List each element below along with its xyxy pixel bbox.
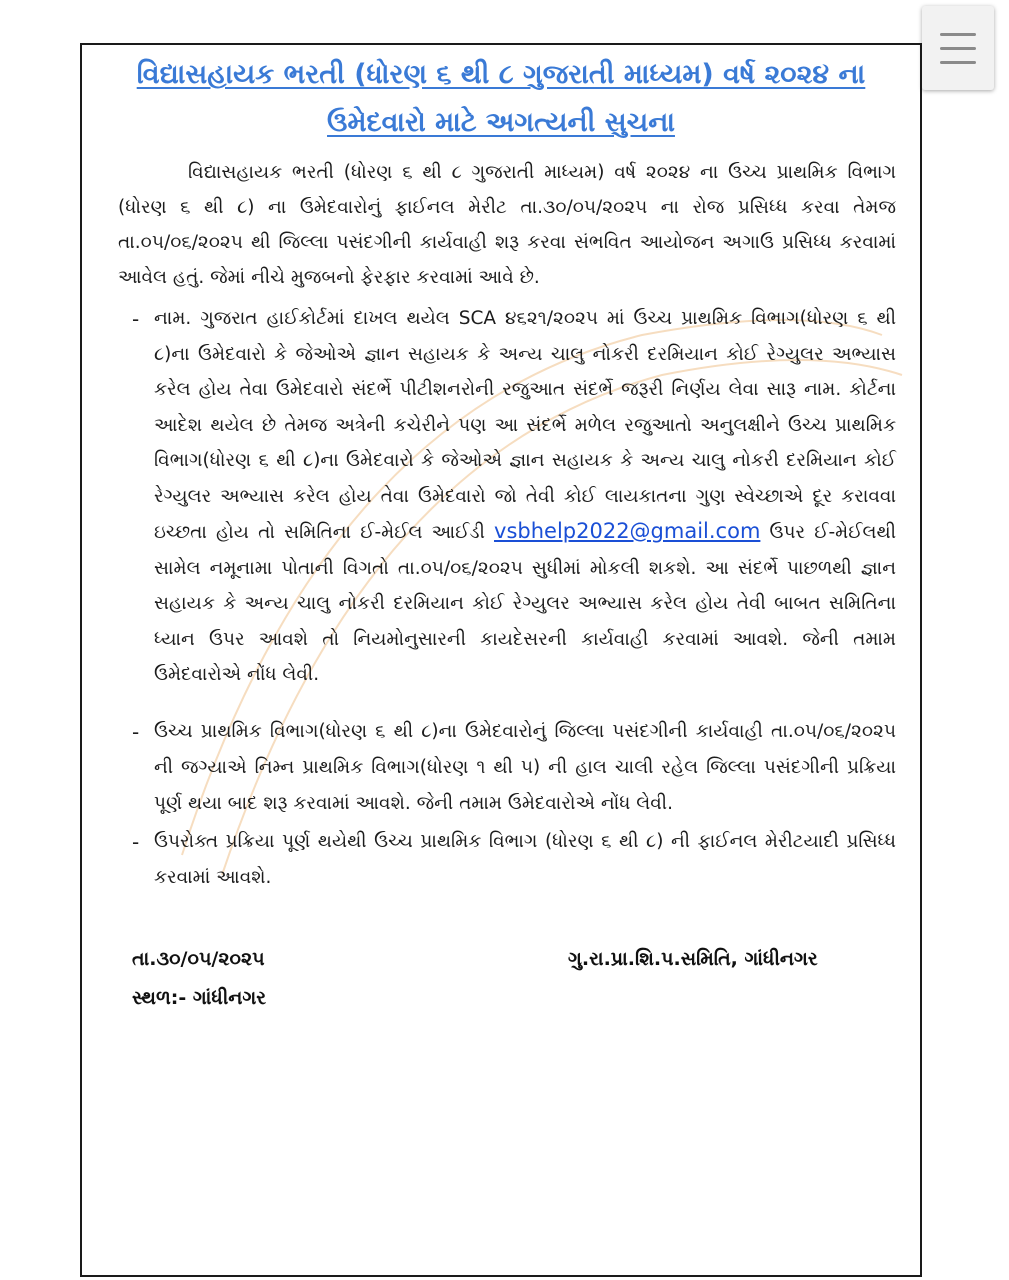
menu-bar-3 bbox=[940, 61, 976, 64]
intro-text: વિદ્યાસહાયક ભરતી (ધોરણ ૬ થી ૮ ગુજરાતી માધ્યમ) વર્ષ ૨૦૨૪ ના ઉચ્ચ પ્રાથમિક વિભાગ (ધોરણ ૬ થી ૮) ના ઉમેદવારોનું ફાઈનલ મેરીટ તા.૩૦/૦૫/૨૦૨૫ ના રોજ પ્રસિધ્ધ કરવા તેમજ તા.૦૫/૦૬/૨૦૨૫ થી જિલ્લા પસંદગીની કાર્યવાહી શરૂ કરવા સંભવિત આયોજન અગાઉ પ્રસિધ્ધ કરવામાં આવેલ હતું. જેમાં નીચે મુજબનો ફેરફાર કરવામાં આવે છે. bbox=[118, 162, 896, 288]
point-3 bbox=[154, 824, 896, 896]
point-2 bbox=[154, 714, 896, 822]
bullet-2-dash: - bbox=[132, 720, 140, 744]
point-1-text-a: નામ. ગુજરાત હાઈકોર્ટમાં દાખલ થયેલ SCA ૪૬૨૧/૨૦૨૫ માં ઉચ્ચ પ્રાથમિક વિભાગ(ધોરણ ૬ થી ૮)ના ઉમેદવારો કે જેઓએ જ્ઞાન સહાયક કે અન્ય ચાલુ નોકરી દરમિયાન કોઈ રેગ્યુલર અભ્યાસ કરેલ હોય તેવા ઉમેદવારો સંદર્ભે પીટીશનરોની રજુઆત સંદર્ભે જરૂરી નિર્ણય લેવા સારૂ નામ. કોર્ટના આદેશ થયેલ છે તેમજ અત્રેની કચેરીને પણ આ સંદર્ભે મળેલ રજુઆતો અનુલક્ષીને ઉચ્ચ પ્રાથમિક વિભાગ(ધોરણ ૬ થી ૮)ના ઉમેદવારો કે જેઓએ જ્ઞાન સહાયક કે અન્ય ચાલુ નોકરી દરમિયાન કોઈ રેગ્યુલર અભ્યાસ કરેલ હોય તેવા ઉમેદવારો જો તેવી કોઈ લાયકાતના ગુણ સ્વેચ્છાએ દૂર કરાવવા ઇચ્છતા હોય તો સમિતિના ઈ-મેઈલ આઈડી bbox=[154, 308, 896, 543]
point-2-text: ઉચ્ચ પ્રાથમિક વિભાગ(ધોરણ ૬ થી ૮)ના ઉમેદવારોનું જિલ્લા પસંદગીની કાર્યવાહી તા.૦૫/૦૬/૨૦૨૫ ની જગ્યાએ નિમ્ન પ્રાથમિક વિભાગ(ધોરણ ૧ થી ૫) ની હાલ ચાલી રહેલ જિલ્લા પસંદગીની પ્રક્રિયા પૂર્ણ થયા બાદ શરૂ કરવામાં આવશે. જેની તમામ ઉમેદવારોએ નોંધ લેવી. bbox=[154, 721, 896, 814]
menu-button[interactable] bbox=[922, 6, 994, 90]
point-1-text-b: ઉપર ઈ-મેઈલથી સામેલ નમૂનામા પોતાની વિગતો તા.૦૫/૦૬/૨૦૨૫ સુધીમાં મોકલી શકશે. આ સંદર્ભે પાછળથી જ્ઞાન સહાયક કે અન્ય ચાલુ નોકરી દરમિયાન કોઈ રેગ્યુલર અભ્યાસ કરેલ હોય તેવી બાબત સમિતિના ધ્યાન ઉપર આવશે તો નિયમોનુસારની કાયદેસરની કાર્યવાહી કરવામાં આવશે. જેની તમામ ઉમેદવારોએ નોંધ લેવી. bbox=[154, 522, 896, 685]
notice-date: તા.૩૦/૦૫/૨૦૨૫ bbox=[132, 948, 265, 970]
notice-title-line-1: વિદ્યાસહાયક ભરતી (ધોરણ ૬ થી ૮ ગુજરાતી માધ્યમ) વર્ષ ૨૦૨૪ ના bbox=[136, 59, 866, 90]
intro-paragraph bbox=[118, 155, 896, 295]
point-1 bbox=[154, 301, 896, 693]
menu-bar-2 bbox=[940, 47, 976, 50]
bullet-3-dash: - bbox=[132, 830, 140, 854]
bullet-1-dash: - bbox=[132, 307, 140, 331]
signatory: ગુ.રા.પ્રા.શિ.પ.સમિતિ, ગાંધીનગર bbox=[568, 948, 818, 970]
notice-document bbox=[80, 43, 922, 1277]
point-3-text: ઉપરોક્ત પ્રક્રિયા પૂર્ણ થયેથી ઉચ્ચ પ્રાથમિક વિભાગ (ધોરણ ૬ થી ૮) ની ફાઈનલ મેરીટયાદી પ્રસિધ્ધ કરવામાં આવશે. bbox=[154, 831, 896, 888]
email-link[interactable]: vsbhelp2022@gmail.com bbox=[494, 519, 761, 543]
notice-place: સ્થળ:- ગાંધીનગર bbox=[132, 987, 267, 1009]
notice-title-line-2: ઉમેદવારો માટે અગત્યની સુચના bbox=[327, 107, 675, 138]
menu-bar-1 bbox=[940, 33, 976, 36]
